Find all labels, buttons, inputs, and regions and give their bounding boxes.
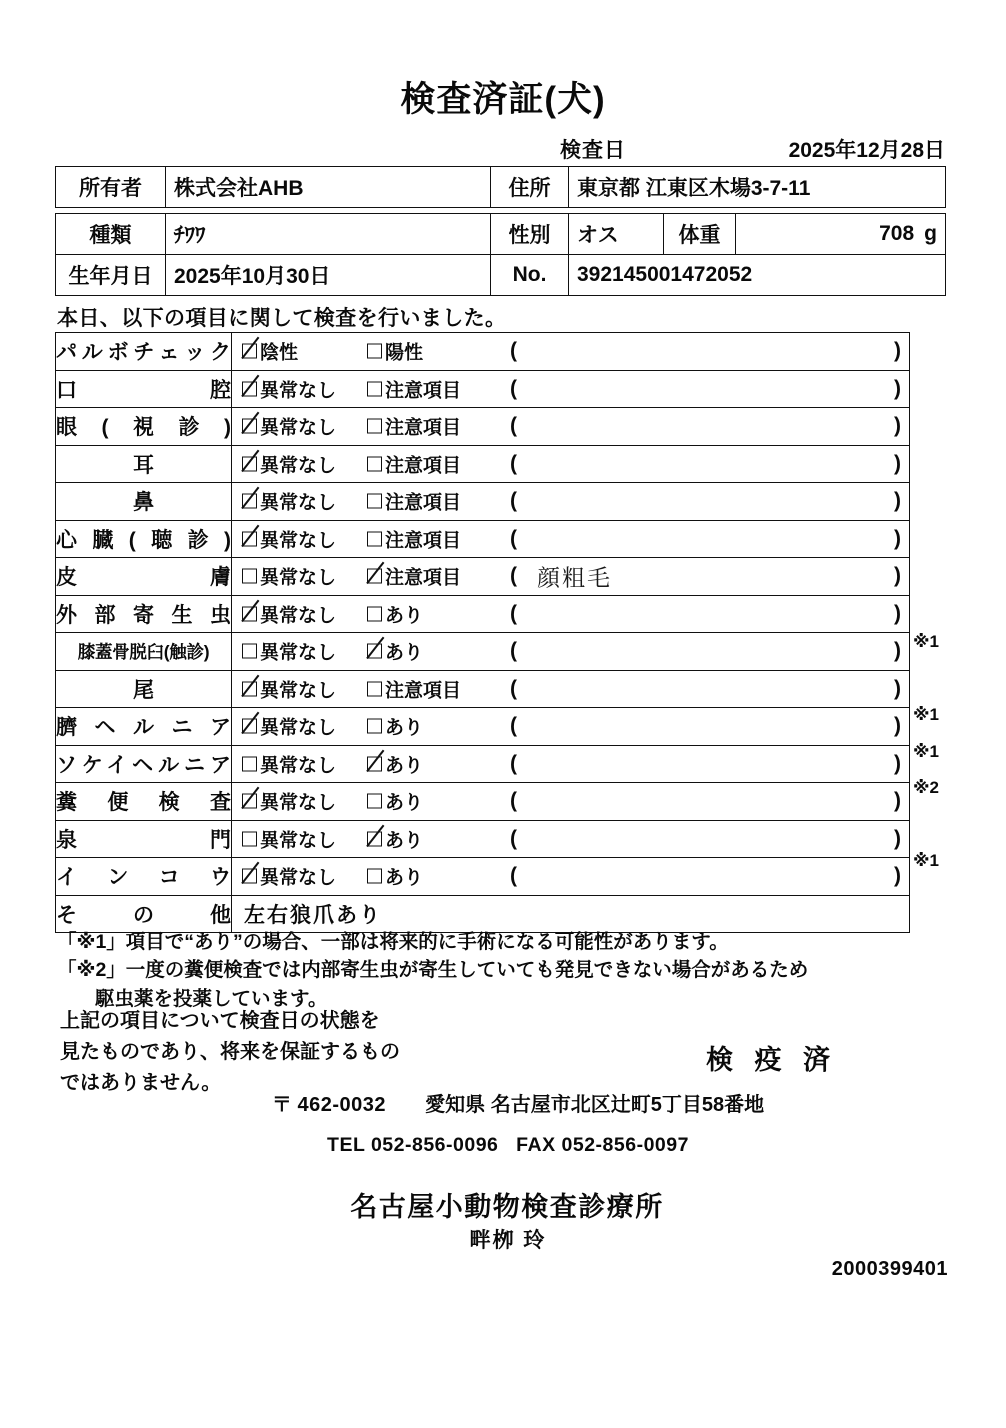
disclaimer-line-2: 見たものであり、将来を保証するもの [60,1041,400,1063]
checklist-other-label: その他 [56,895,232,933]
paren-close: ) [894,376,901,400]
checkbox-option-1[interactable] [242,450,336,477]
checkbox-option-label: 注意項目 [385,492,462,514]
checklist-other-value: 左右狼爪あり [232,895,910,933]
checkbox-option-label: あり [385,867,424,889]
paren-open: ( [510,676,517,700]
weight-unit: g [924,222,937,245]
checkbox-option-1[interactable] [242,338,298,365]
checklist-row-label: インコウ [56,858,232,896]
checklist-row-label: 鼻 [56,483,232,521]
note-marker-empty [913,515,1003,552]
checkbox-option-1[interactable] [242,713,336,740]
checkbox-option-2[interactable] [367,525,461,552]
checkbox-option-1[interactable] [242,675,336,702]
checkbox-option-label: あり [385,717,424,739]
empty-checkbox-icon[interactable] [367,794,382,809]
checkbox-option-1[interactable] [242,750,336,777]
checklist-row-label: 心臓(聴診) [56,520,232,558]
checked-checkbox-icon[interactable] [242,531,257,546]
checkbox-option-label: 注意項目 [385,380,462,402]
checkbox-option-1[interactable] [242,375,336,402]
checkbox-option-label: 注意項目 [385,567,462,589]
checkbox-option-label: 異常なし [260,755,337,777]
disclaimer-line-3: ではありません。 [60,1072,222,1094]
checkbox-option-2[interactable] [367,675,461,702]
checklist-row-label: 外部寄生虫 [56,595,232,633]
paren-open: ( [510,639,517,663]
checkbox-option-2[interactable] [367,863,423,890]
checklist-row-options [232,445,910,483]
note-marker-empty [913,807,1003,844]
checkbox-option-label: 異常なし [260,417,337,439]
quarantine-stamp: 検 疫 済 [706,1045,838,1075]
checkbox-option-1[interactable] [242,638,336,665]
address-label: 住所 [491,167,569,208]
checked-checkbox-icon[interactable] [242,344,257,359]
owner-value: 株式会社AHB [166,167,491,208]
note-marker-empty [913,551,1003,588]
weight-label: 体重 [664,214,736,255]
clinic-zip: 462-0032 [297,1094,387,1116]
checklist-row-options [232,670,910,708]
checkbox-option-label: 異常なし [260,642,337,664]
sex-value: オス [569,214,664,255]
clinic-address [0,1088,1006,1117]
checkbox-option-2[interactable] [367,413,461,440]
table-row [56,214,946,255]
note-marker: ※2 [913,778,939,797]
note-marker: ※1 [913,632,939,651]
checklist-row-options [232,595,910,633]
checklist-row-options [232,333,910,371]
address-value: 東京都 江東区木場3-7-11 [569,167,946,208]
checkbox-option-2[interactable] [367,338,423,365]
paren-close: ) [894,826,901,850]
checklist-row-label: 膝蓋骨脱臼(触診) [56,633,232,671]
checkbox-option-2[interactable] [367,563,461,590]
birthdate-label: 生年月日 [56,255,166,296]
checklist-row-options [232,783,910,821]
empty-checkbox-icon[interactable] [367,494,382,509]
table-row [56,255,946,296]
empty-checkbox-icon[interactable] [242,644,257,659]
empty-checkbox-icon[interactable] [242,831,257,846]
checkbox-option-label: 異常なし [260,605,337,627]
checklist-row [56,745,910,783]
checkbox-option-1[interactable] [242,563,336,590]
inspection-date-value: 2025年12月28日 [788,139,945,162]
handwritten-note: 顔粗毛 [537,565,612,592]
owner-label: 所有者 [56,167,166,208]
checklist-row [56,370,910,408]
checklist-row [56,408,910,446]
empty-checkbox-icon[interactable] [367,456,382,471]
sex-label: 性別 [491,214,569,255]
checkbox-option-label: あり [385,755,424,777]
checklist-row-options [232,370,910,408]
checkbox-option-1[interactable] [242,600,336,627]
paren-open: ( [510,864,517,888]
checklist-row-label: ソケイヘルニア [56,745,232,783]
checklist-row-label: 皮膚 [56,558,232,596]
pet-table [55,213,946,296]
empty-checkbox-icon[interactable] [242,569,257,584]
paren-open: ( [510,451,517,475]
weight-value: 708 [879,222,915,245]
paren-close: ) [894,639,901,663]
checked-checkbox-icon[interactable] [242,381,257,396]
checkbox-option-label: 異常なし [260,492,337,514]
note-marker: ※1 [913,705,939,724]
paren-open: ( [510,414,517,438]
note-markers-column [913,332,1003,880]
checklist-row-label: パルボチェック [56,333,232,371]
checkbox-option-2[interactable] [367,638,423,665]
checklist-row-options [232,858,910,896]
zip-symbol: 〒 [271,1094,292,1116]
checklist-row-options [232,408,910,446]
checked-checkbox-icon[interactable] [242,681,257,696]
checkbox-option-2[interactable] [367,450,461,477]
checklist-row [56,333,910,371]
serial-number: 2000399401 [831,1258,948,1280]
note-marker-empty [913,369,1003,406]
paren-open: ( [510,601,517,625]
checkbox-option-2[interactable] [367,750,423,777]
empty-checkbox-icon[interactable] [367,344,382,359]
checked-checkbox-icon[interactable] [242,456,257,471]
empty-checkbox-icon[interactable] [367,381,382,396]
note-marker-empty [913,405,1003,442]
checkbox-option-1[interactable] [242,788,336,815]
registration-no-label: No. [491,255,569,296]
checkbox-option-label: 注意項目 [385,417,462,439]
note-marker-empty [913,588,1003,625]
intro-text: 本日、以下の項目に関して検査を行いました。 [57,307,507,330]
checked-checkbox-icon[interactable] [242,494,257,509]
checklist-row [56,708,910,746]
checkbox-option-label: 注意項目 [385,455,462,477]
paren-open: ( [510,789,517,813]
checkbox-option-label: 陽性 [385,342,424,364]
paren-open: ( [510,526,517,550]
checkbox-option-label: 異常なし [260,830,337,852]
checklist-row-label: 耳 [56,445,232,483]
checklist-row-label: 眼(視診) [56,408,232,446]
paren-close: ) [894,751,901,775]
paren-close: ) [894,601,901,625]
checklist-row-options [232,483,910,521]
checked-checkbox-icon[interactable] [242,606,257,621]
checklist-row [56,670,910,708]
paren-close: ) [894,451,901,475]
checklist-row-options [232,633,910,671]
footnotes [57,928,957,1013]
page-title: 検査済証(犬) [400,80,606,119]
checkbox-option-2[interactable] [367,600,423,627]
paren-close: ) [894,414,901,438]
checkbox-option-2[interactable] [367,375,461,402]
checklist-row-label: 尾 [56,670,232,708]
checkbox-option-label: 注意項目 [385,680,462,702]
checked-checkbox-icon[interactable] [367,644,382,659]
checklist-row-options [232,745,910,783]
checklist-other-row [56,895,910,933]
checkbox-option-label: 異常なし [260,680,337,702]
paren-close: ) [894,864,901,888]
disclaimer-text [60,1006,480,1099]
checkbox-option-label: あり [385,792,424,814]
empty-checkbox-icon[interactable] [367,681,382,696]
checked-checkbox-icon[interactable] [242,869,257,884]
checked-checkbox-icon[interactable] [242,419,257,434]
checkbox-option-1[interactable] [242,825,336,852]
checked-checkbox-icon[interactable] [367,831,382,846]
checklist-row [56,558,910,596]
checkbox-option-2[interactable] [367,488,461,515]
checklist-row-options [232,520,910,558]
checklist-row-label: 口腔 [56,370,232,408]
checklist-row [56,595,910,633]
paren-close: ) [894,526,901,550]
checklist-table [55,332,910,933]
checked-checkbox-icon[interactable] [367,569,382,584]
paren-close: ) [894,676,901,700]
paren-open: ( [510,751,517,775]
note-marker-empty [913,442,1003,479]
clinic-address-text: 愛知県 名古屋市北区辻町5丁目58番地 [425,1094,765,1116]
fax-label: FAX [516,1134,556,1156]
checklist-row-label: 臍ヘルニア [56,708,232,746]
empty-checkbox-icon[interactable] [242,756,257,771]
table-row [56,167,946,208]
checklist-row-label: 泉門 [56,820,232,858]
owner-table [55,166,946,208]
checked-checkbox-icon[interactable] [242,794,257,809]
checkbox-option-label: 異常なし [260,717,337,739]
registration-no-value: 392145001472052 [569,255,946,296]
birthdate-value: 2025年10月30日 [166,255,491,296]
checkbox-option-label: 異常なし [260,567,337,589]
disclaimer-line-1: 上記の項目について検査日の状態を [60,1010,380,1032]
checklist-row-options [232,708,910,746]
checkbox-option-1[interactable] [242,488,336,515]
checklist-row-options [232,820,910,858]
checkbox-option-label: あり [385,642,424,664]
paren-close: ) [894,339,901,363]
empty-checkbox-icon[interactable] [367,869,382,884]
footnote-2-line2: 駆虫薬を投薬しています。 [95,987,328,1010]
paren-close: ) [894,489,901,513]
empty-checkbox-icon[interactable] [367,606,382,621]
note-marker-empty [913,478,1003,515]
footnote-2-line1: 「※2」一度の糞便検査では内部寄生虫が寄生していても発見できない場合があるため [57,959,809,982]
checkbox-option-1[interactable] [242,413,336,440]
weight-cell [736,214,946,255]
breed-value: ﾁﾜﾜ [166,214,491,255]
checklist-row-label: 糞便検査 [56,783,232,821]
checkbox-option-2[interactable] [367,825,423,852]
checklist-row [56,858,910,896]
footnote-1: 「※1」項目で“あり”の場合、一部は将来的に手術になる可能性があります。 [57,931,729,953]
paren-close: ) [894,564,901,588]
checkbox-option-label: あり [385,830,424,852]
breed-label: 種類 [56,214,166,255]
checkbox-option-1[interactable] [242,863,336,890]
checked-checkbox-icon[interactable] [367,756,382,771]
note-marker: ※1 [913,851,939,870]
paren-open: ( [510,489,517,513]
inspection-date-label: 検査日 [560,139,626,162]
paren-open: ( [510,714,517,738]
paren-open: ( [510,826,517,850]
checkbox-option-2[interactable] [367,788,423,815]
checkbox-option-label: 異常なし [260,530,337,552]
checkbox-option-label: 注意項目 [385,530,462,552]
checkbox-option-1[interactable] [242,525,336,552]
clinic-contact [0,1134,1006,1157]
checklist-row [56,445,910,483]
note-marker-empty [913,332,1003,369]
checkbox-option-label: 異常なし [260,867,337,889]
checklist-row [56,520,910,558]
inspection-date-line [560,134,945,164]
checkbox-option-label: 異常なし [260,380,337,402]
checklist-row [56,820,910,858]
checkbox-option-label: 異常なし [260,792,337,814]
paren-close: ) [894,714,901,738]
tel-label: TEL [327,1134,366,1156]
empty-checkbox-icon[interactable] [367,719,382,734]
checklist-row [56,633,910,671]
checklist-row [56,483,910,521]
tel-number: 052-856-0096 [370,1134,499,1156]
note-marker: ※1 [913,741,939,761]
empty-checkbox-icon[interactable] [367,419,382,434]
clinic-name: 名古屋小動物検査診療所 [350,1192,664,1222]
checked-checkbox-icon[interactable] [242,719,257,734]
paren-close: ) [894,789,901,813]
note-marker-empty [913,661,1003,698]
checkbox-option-2[interactable] [367,713,423,740]
checklist-row-options [232,558,910,596]
checkbox-option-label: 異常なし [260,455,337,477]
checkbox-option-label: あり [385,605,424,627]
veterinarian-name: 畔栁 玲 [469,1229,547,1252]
paren-open: ( [510,376,517,400]
paren-open: ( [510,564,517,588]
checklist-row [56,783,910,821]
empty-checkbox-icon[interactable] [367,531,382,546]
paren-open: ( [510,339,517,363]
fax-number: 052-856-0097 [561,1134,689,1156]
checkbox-option-label: 陰性 [260,342,299,364]
